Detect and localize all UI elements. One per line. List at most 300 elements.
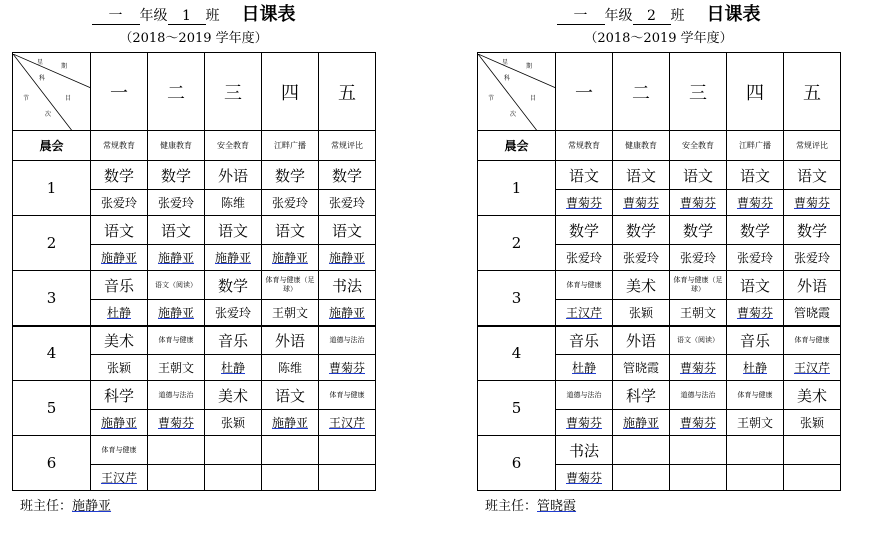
- teacher-cell: [727, 300, 784, 326]
- teacher-name: 张爱玲: [679, 251, 716, 265]
- head-teacher-label: 班主任：: [485, 499, 538, 514]
- teacher-name: 施静亚: [271, 251, 308, 265]
- teacher-name: 王汉芹: [100, 471, 137, 485]
- timetable-sheet-class-2: [477, 0, 840, 514]
- teacher-cell: [205, 245, 262, 271]
- period-number: 6: [13, 436, 91, 491]
- day-header: 四: [262, 53, 319, 131]
- morning-activity: 常规教育: [91, 131, 148, 161]
- subject-cell: [262, 326, 319, 355]
- teacher-cell: [262, 410, 319, 436]
- period-number: 1: [478, 161, 556, 216]
- subject-text: 音乐: [217, 331, 248, 350]
- class-suffix: 班: [205, 8, 220, 24]
- subject-cell: [262, 436, 319, 465]
- period-number: 2: [478, 216, 556, 271]
- teacher-name: 张颖: [106, 361, 131, 375]
- subject-cell: [205, 326, 262, 355]
- period-subject-row: [478, 326, 841, 355]
- corner-label-left: 节: [488, 95, 495, 102]
- subject-cell: [727, 326, 784, 355]
- subject-cell: [670, 216, 727, 245]
- subject-text: 科学: [103, 386, 134, 405]
- doc-title: 日课表: [241, 4, 296, 25]
- period-number: 1: [13, 161, 91, 216]
- subject-cell: [613, 161, 670, 190]
- teacher-cell: [727, 245, 784, 271]
- teacher-cell: [613, 410, 670, 436]
- teacher-name: 张爱玲: [271, 196, 308, 210]
- morning-activity: 安全教育: [205, 131, 262, 161]
- diagonal-lines: [478, 54, 556, 131]
- subject-cell: [262, 161, 319, 190]
- corner-label-mid2: 目: [530, 95, 537, 102]
- subject-text: 道德与法治: [566, 391, 602, 399]
- subject-cell: [319, 326, 376, 355]
- period-number: 6: [478, 436, 556, 491]
- teacher-name: 曹菊芬: [622, 196, 659, 210]
- subject-cell: [262, 271, 319, 300]
- subject-text: 书法: [331, 276, 362, 295]
- corner-label-mid: 科: [39, 75, 46, 82]
- teacher-name: 曹菊芬: [736, 196, 773, 210]
- teacher-name: 施静亚: [157, 305, 194, 320]
- subject-text: 体育与健康: [329, 391, 365, 399]
- teacher-name: 张颖: [220, 416, 245, 430]
- subject-cell: [205, 161, 262, 190]
- teacher-name: 杜静: [571, 361, 596, 375]
- subject-text: 外语: [796, 276, 827, 295]
- subject-cell: [91, 216, 148, 245]
- subject-text: 数学: [739, 221, 770, 240]
- period-number: 3: [13, 271, 91, 326]
- teacher-name: 曹菊芬: [736, 305, 773, 320]
- morning-activity: 安全教育: [670, 131, 727, 161]
- timetable-title: [12, 0, 375, 26]
- teacher-cell: [670, 410, 727, 436]
- class-number: 1: [168, 8, 206, 25]
- subject-text: 音乐: [103, 276, 134, 295]
- corner-label-top2: 期: [61, 63, 68, 70]
- grade-suffix: 年级: [604, 8, 633, 24]
- subject-text: 数学: [217, 276, 248, 295]
- school-year: （2018～2019 学年度）: [119, 31, 268, 46]
- corner-cell: [478, 53, 556, 131]
- teacher-name: 陈维: [220, 196, 245, 210]
- teacher-name: 曹菊芬: [328, 361, 365, 375]
- subject-cell: [319, 216, 376, 245]
- subject-cell: [91, 381, 148, 410]
- teacher-cell: [262, 355, 319, 381]
- subject-cell: [148, 161, 205, 190]
- teacher-cell: [148, 190, 205, 216]
- teacher-cell: [148, 410, 205, 436]
- subject-cell: [205, 436, 262, 465]
- subject-text: 语文: [739, 166, 770, 185]
- head-teacher-label: 班主任：: [20, 499, 73, 514]
- subject-cell: [670, 381, 727, 410]
- subject-text: 语文: [274, 221, 305, 240]
- morning-activity: 健康教育: [148, 131, 205, 161]
- corner-label-top2: 期: [526, 63, 533, 70]
- class-suffix: 班: [670, 8, 685, 24]
- teacher-name: 曹菊芬: [565, 196, 602, 210]
- day-header: 二: [613, 53, 670, 131]
- corner-cell: [13, 53, 91, 131]
- subject-cell: [205, 216, 262, 245]
- corner-label-top: 星: [502, 59, 509, 66]
- subject-cell: [148, 381, 205, 410]
- morning-activity: 健康教育: [613, 131, 670, 161]
- corner-label-top: 星: [37, 59, 44, 66]
- subject-text: 数学: [796, 221, 827, 240]
- subject-cell: [556, 161, 613, 190]
- teacher-cell: [784, 300, 841, 326]
- subject-cell: [91, 436, 148, 465]
- subject-text: 外语: [217, 166, 248, 185]
- subject-text: 数学: [160, 166, 191, 185]
- subject-cell: [784, 381, 841, 410]
- subject-text: 数学: [682, 221, 713, 240]
- doc-title: 日课表: [706, 4, 761, 25]
- subject-text: 体育与健康: [101, 446, 137, 454]
- corner-label-bottom: 次: [45, 111, 52, 118]
- subject-cell: [262, 216, 319, 245]
- period-number: 5: [478, 381, 556, 436]
- header-row: [13, 53, 376, 131]
- teacher-cell: [670, 300, 727, 326]
- teacher-name: 杜静: [220, 361, 245, 375]
- teacher-cell: [670, 190, 727, 216]
- teacher-name: 施静亚: [214, 251, 251, 265]
- subject-cell: [670, 326, 727, 355]
- period-number: 4: [478, 326, 556, 381]
- period-subject-row: [13, 326, 376, 355]
- period-subject-row: [13, 161, 376, 190]
- corner-label-left: 节: [23, 95, 30, 102]
- teacher-cell: [319, 245, 376, 271]
- subject-text: 体育与健康: [566, 281, 602, 289]
- day-header: 三: [670, 53, 727, 131]
- teacher-cell: [556, 300, 613, 326]
- subject-text: 语文: [682, 166, 713, 185]
- subject-text: 体育与健康: [737, 391, 773, 399]
- subject-cell: [148, 271, 205, 300]
- teacher-name: 施静亚: [100, 416, 137, 430]
- subject-text: 科学: [625, 386, 656, 405]
- period-subject-row: [478, 216, 841, 245]
- morning-row: [13, 131, 376, 161]
- subject-cell: [727, 381, 784, 410]
- teacher-cell: [670, 355, 727, 381]
- subject-cell: [91, 326, 148, 355]
- subject-cell: [784, 271, 841, 300]
- subject-cell: [727, 161, 784, 190]
- teacher-name: 王汉芹: [565, 305, 602, 320]
- subject-text: 体育与健康: [158, 336, 194, 345]
- subject-text: 数学: [103, 166, 134, 185]
- teacher-cell: [91, 355, 148, 381]
- teacher-name: 张爱玲: [100, 196, 137, 210]
- corner-label-mid: 科: [504, 75, 511, 82]
- teacher-name: 张爱玲: [328, 196, 365, 210]
- teacher-name: 管晓霞: [793, 305, 830, 320]
- day-header: 五: [784, 53, 841, 131]
- subject-cell: [148, 436, 205, 465]
- teacher-name: 曹菊芬: [679, 361, 716, 375]
- teacher-cell: [613, 355, 670, 381]
- morning-label: 晨会: [478, 131, 556, 161]
- subject-text: 语文: [331, 221, 362, 240]
- subject-cell: [556, 326, 613, 355]
- day-header: 三: [205, 53, 262, 131]
- teacher-name: 杜静: [742, 361, 767, 375]
- subject-cell: [784, 326, 841, 355]
- subject-cell: [727, 271, 784, 300]
- teacher-name: 张爱玲: [736, 251, 773, 265]
- teacher-name: 王朝文: [736, 416, 773, 430]
- teacher-cell: [727, 190, 784, 216]
- subject-text: 语文: [739, 276, 770, 295]
- teacher-name: 张爱玲: [565, 251, 602, 265]
- period-subject-row: [478, 271, 841, 300]
- timetable-grid: [477, 52, 841, 491]
- subject-cell: [319, 381, 376, 410]
- head-teacher-name: 施静亚: [72, 499, 112, 514]
- timetable-title: [477, 0, 840, 26]
- subject-cell: [613, 436, 670, 465]
- teacher-cell: [784, 190, 841, 216]
- subject-text: 语文: [274, 386, 305, 405]
- teacher-cell: [91, 410, 148, 436]
- timetable-sheet-class-1: [12, 0, 375, 514]
- grade-value: 一: [557, 8, 605, 25]
- teacher-cell: [205, 190, 262, 216]
- subject-text: 道德与法治: [158, 391, 194, 399]
- day-header: 一: [91, 53, 148, 131]
- subject-text: 美术: [796, 386, 827, 405]
- teacher-cell: [148, 245, 205, 271]
- subject-cell: [727, 216, 784, 245]
- teacher-cell: [205, 355, 262, 381]
- subject-cell: [613, 271, 670, 300]
- morning-activity: 常规评比: [784, 131, 841, 161]
- subject-cell: [556, 216, 613, 245]
- subject-cell: [148, 216, 205, 245]
- teacher-cell: [613, 300, 670, 326]
- teacher-name: 施静亚: [271, 416, 308, 430]
- subject-cell: [727, 436, 784, 465]
- period-subject-row: [13, 436, 376, 465]
- teacher-cell: [148, 355, 205, 381]
- teacher-cell: [727, 410, 784, 436]
- teacher-cell: [727, 355, 784, 381]
- subject-text: 道德与法治: [680, 391, 716, 399]
- teacher-cell: [91, 190, 148, 216]
- teacher-cell: [784, 355, 841, 381]
- teacher-cell: [727, 465, 784, 491]
- teacher-cell: [670, 465, 727, 491]
- period-subject-row: [13, 381, 376, 410]
- subject-cell: [262, 381, 319, 410]
- teacher-name: 王朝文: [271, 305, 308, 320]
- teacher-cell: [784, 410, 841, 436]
- subject-cell: [556, 381, 613, 410]
- subject-text: 外语: [274, 331, 305, 350]
- teacher-name: 施静亚: [622, 416, 659, 430]
- teacher-name: 曹菊芬: [157, 416, 194, 430]
- teacher-cell: [91, 245, 148, 271]
- morning-row: [478, 131, 841, 161]
- subject-cell: [670, 271, 727, 300]
- teacher-cell: [91, 300, 148, 326]
- corner-label-bottom: 次: [510, 111, 517, 118]
- morning-activity: 常规评比: [319, 131, 376, 161]
- teacher-name: 曹菊芬: [565, 416, 602, 430]
- subject-cell: [556, 271, 613, 300]
- diagonal-lines: [13, 54, 91, 131]
- teacher-name: 施静亚: [157, 251, 194, 265]
- head-teacher: [12, 495, 375, 514]
- teacher-cell: [556, 245, 613, 271]
- teacher-cell: [262, 245, 319, 271]
- class-number: 2: [633, 8, 671, 25]
- teacher-cell: [319, 355, 376, 381]
- teacher-cell: [319, 190, 376, 216]
- teacher-name: 施静亚: [328, 305, 365, 320]
- teacher-name: 王朝文: [679, 305, 716, 320]
- subject-cell: [205, 381, 262, 410]
- subject-text: 美术: [103, 331, 134, 350]
- teacher-name: 张爱玲: [622, 251, 659, 265]
- teacher-cell: [556, 465, 613, 491]
- teacher-name: 曹菊芬: [565, 471, 602, 485]
- period-subject-row: [478, 381, 841, 410]
- teacher-name: 张颖: [628, 305, 653, 320]
- corner-label-mid2: 目: [65, 95, 72, 102]
- teacher-cell: [148, 465, 205, 491]
- teacher-name: 王汉芹: [793, 361, 830, 375]
- teacher-cell: [556, 355, 613, 381]
- teacher-cell: [262, 190, 319, 216]
- teacher-cell: [556, 190, 613, 216]
- teacher-name: 曹菊芬: [793, 196, 830, 210]
- subject-text: 数学: [274, 166, 305, 185]
- subject-text: 语文: [568, 166, 599, 185]
- school-year: （2018～2019 学年度）: [584, 31, 733, 46]
- teacher-name: 施静亚: [100, 251, 137, 265]
- teacher-cell: [613, 245, 670, 271]
- teacher-name: 杜静: [106, 305, 131, 320]
- teacher-cell: [319, 300, 376, 326]
- subject-cell: [556, 436, 613, 465]
- teacher-cell: [262, 300, 319, 326]
- morning-activity: 江畔广播: [727, 131, 784, 161]
- teacher-cell: [148, 300, 205, 326]
- subject-cell: [319, 161, 376, 190]
- teacher-cell: [262, 465, 319, 491]
- subject-text: 书法: [568, 441, 599, 460]
- grade-suffix: 年级: [139, 8, 168, 24]
- teacher-cell: [205, 410, 262, 436]
- subject-cell: [613, 326, 670, 355]
- subject-cell: [148, 326, 205, 355]
- timetable-grid: [12, 52, 376, 491]
- period-subject-row: [478, 161, 841, 190]
- head-teacher-name: 管晓霞: [537, 499, 577, 514]
- subject-text: 数学: [625, 221, 656, 240]
- teacher-cell: [556, 410, 613, 436]
- teacher-cell: [613, 190, 670, 216]
- subject-cell: [205, 271, 262, 300]
- teacher-name: 张爱玲: [793, 251, 830, 265]
- subject-text: 语文: [103, 221, 134, 240]
- subject-text: 体育与健康（足球）: [673, 276, 723, 293]
- teacher-name: 王朝文: [157, 361, 194, 375]
- subject-cell: [91, 271, 148, 300]
- subject-text: 美术: [217, 386, 248, 405]
- subject-cell: [670, 436, 727, 465]
- teacher-cell: [784, 465, 841, 491]
- subject-cell: [784, 436, 841, 465]
- subject-text: 体育与健康: [794, 336, 830, 345]
- teacher-name: 施静亚: [328, 251, 365, 265]
- subject-cell: [784, 161, 841, 190]
- subject-text: 语文（阅读）: [155, 281, 197, 289]
- teacher-cell: [205, 465, 262, 491]
- period-number: 5: [13, 381, 91, 436]
- teacher-name: 王汉芹: [328, 416, 365, 430]
- teacher-cell: [319, 465, 376, 491]
- period-subject-row: [13, 271, 376, 300]
- day-header: 一: [556, 53, 613, 131]
- subject-text: 体育与健康（足球）: [265, 276, 315, 293]
- grade-value: 一: [92, 8, 140, 25]
- subject-cell: [613, 381, 670, 410]
- subject-text: 数学: [568, 221, 599, 240]
- subject-text: 音乐: [739, 331, 770, 350]
- subject-text: 语文: [217, 221, 248, 240]
- morning-activity: 常规教育: [556, 131, 613, 161]
- teacher-name: 管晓霞: [622, 361, 659, 375]
- period-number: 2: [13, 216, 91, 271]
- teacher-cell: [784, 245, 841, 271]
- subject-cell: [319, 436, 376, 465]
- subject-cell: [319, 271, 376, 300]
- period-number: 3: [478, 271, 556, 326]
- subject-text: 音乐: [568, 331, 599, 350]
- period-subject-row: [478, 436, 841, 465]
- teacher-name: 张爱玲: [214, 305, 251, 320]
- day-header: 四: [727, 53, 784, 131]
- day-header: 五: [319, 53, 376, 131]
- teacher-cell: [613, 465, 670, 491]
- teacher-cell: [205, 300, 262, 326]
- teacher-name: 张颖: [799, 416, 824, 430]
- subject-text: 语文: [625, 166, 656, 185]
- head-teacher: [477, 495, 840, 514]
- period-subject-row: [13, 216, 376, 245]
- subject-text: 语文: [796, 166, 827, 185]
- morning-activity: 江畔广播: [262, 131, 319, 161]
- subject-text: 语文（阅读）: [677, 336, 719, 345]
- teacher-name: 陈维: [277, 361, 302, 375]
- subject-text: 美术: [625, 276, 656, 295]
- day-header: 二: [148, 53, 205, 131]
- morning-label: 晨会: [13, 131, 91, 161]
- subject-text: 道德与法治: [329, 336, 365, 345]
- subject-text: 外语: [625, 331, 656, 350]
